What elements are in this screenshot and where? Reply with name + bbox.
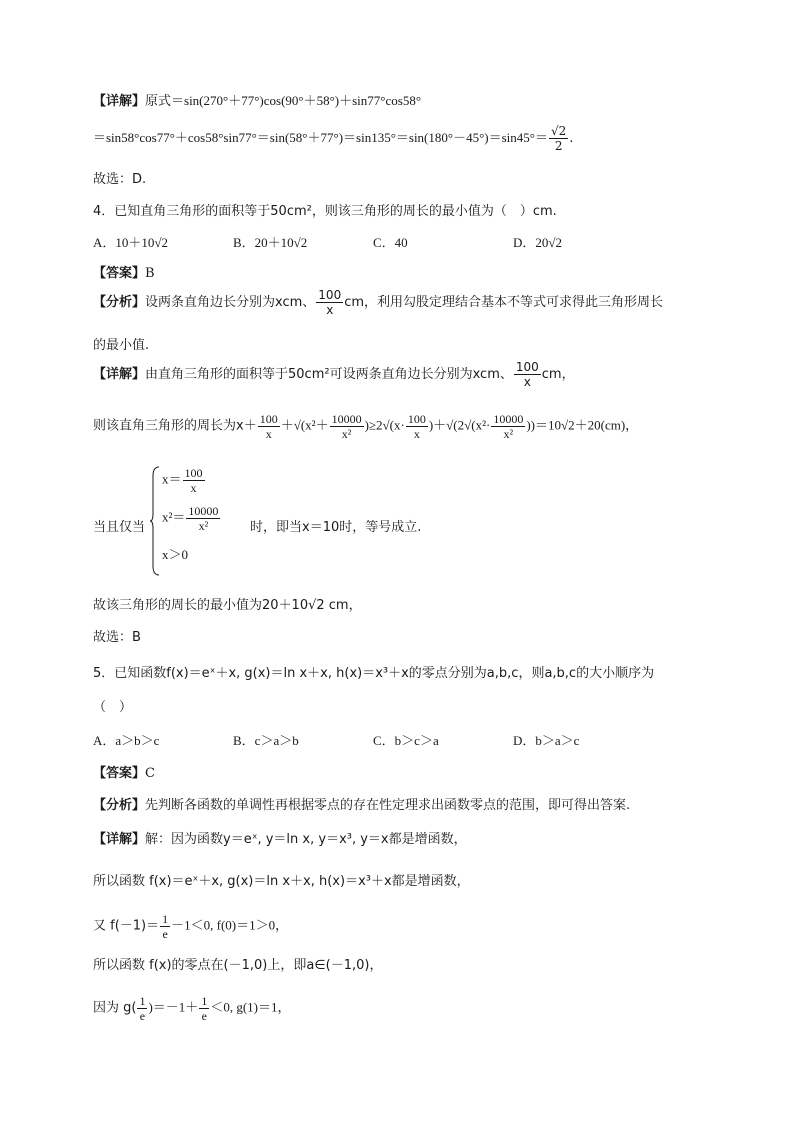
q4-analysis (93, 288, 663, 317)
q4-analysis-frac-num: 100 (318, 288, 342, 302)
q5-answer (93, 762, 155, 781)
q5-answer-tag: 【答案】 (93, 766, 146, 781)
q5-detail5-frac1-den: e (139, 1009, 146, 1023)
q4-system-row1-den: x (190, 481, 197, 495)
q5-detail2: 所以函数 f(x)＝eˣ＋x, g(x)＝ln x＋x, h(x)＝x³＋x都是增函数， (93, 874, 470, 889)
q5-detail-tag: 【详解】 (93, 832, 146, 847)
q4-perimeter-frac3-den: x (413, 427, 420, 441)
q5-option-d: D．b＞a＞c (513, 733, 580, 748)
q5-analysis-tag: 【分析】 (93, 798, 146, 813)
q4-detail-text-a: 由直角三角形的面积等于50cm²可设两条直角边长分别为xcm、 (145, 367, 513, 382)
q4-detail-fraction (514, 360, 541, 389)
q5-detail5 (93, 994, 290, 1023)
q4-analysis-text-b: cm，利用勾股定理结合基本不等式可求得此三角形周长 (344, 295, 664, 310)
q5-detail3-text-b: －1＜0, f(0)＝1＞0， (171, 917, 289, 933)
q4-detail-frac-den: x (523, 375, 531, 389)
q5-detail5-frac1 (137, 994, 147, 1023)
q3-choose: 故选：D. (93, 172, 147, 187)
q5-detail5-frac2 (199, 994, 209, 1023)
q4-perimeter-frac3-num: 100 (407, 412, 426, 426)
q5-detail1-text: 解：因为函数y＝eˣ, y＝ln x, y＝x³, y＝x都是增函数， (145, 832, 467, 847)
q4-perimeter-frac2 (330, 412, 364, 441)
q4-when-prefix: 当且仅当 (93, 520, 146, 535)
q4-analysis-text-a: 设两条直角边长分别为xcm、 (145, 295, 316, 310)
q3-result-denominator: 2 (554, 139, 563, 153)
q4-answer-tag: 【答案】 (93, 266, 146, 281)
q3-detail-tag: 【详解】 (93, 94, 146, 109)
q5-answer-value: C (145, 766, 155, 781)
q3-detail-line2 (93, 124, 573, 153)
q4-perimeter-frac2-num: 10000 (331, 412, 362, 426)
q4-option-c: C．40 (373, 235, 408, 250)
q5-detail5-text-c: ＜0, g(1)＝1， (210, 999, 291, 1015)
q5-detail3-num: 1 (162, 912, 169, 926)
q4-perimeter-frac1 (258, 412, 280, 441)
q4-perimeter-text-d: )＋√(2√(x²· (428, 417, 491, 433)
q4-detail-tag: 【详解】 (93, 367, 146, 382)
q4-perimeter-text-b: ＋√(x²＋ (280, 417, 329, 433)
q5-options (93, 730, 653, 749)
q3-result-fraction (549, 124, 568, 153)
q5-detail3 (93, 912, 288, 941)
q4-system-row1-frac (183, 466, 205, 495)
q4-system-row1 (162, 466, 206, 495)
q4-option-a: A．10＋10√2 (93, 235, 169, 250)
q4-detail-frac-num: 100 (515, 360, 539, 374)
q4-system-row2-den: x² (198, 519, 209, 533)
q5-stem: 5．已知函数f(x)＝eˣ＋x, g(x)＝ln x＋x, h(x)＝x³＋x的零点分别为a,b,c，则a,b,c的大小顺序为 (93, 666, 655, 681)
q4-equation-system (150, 466, 250, 576)
q4-perimeter-frac3 (406, 412, 428, 441)
q4-option-b: B．20＋10√2 (233, 235, 308, 250)
q4-perimeter-frac4 (491, 412, 525, 441)
q5-detail1 (93, 828, 467, 847)
q4-option-d: D．20√2 (513, 235, 563, 250)
q4-conclusion: 故该三角形的周长的最小值为20＋10√2 cm， (93, 598, 362, 613)
q4-system-row2-frac (186, 504, 220, 533)
q4-analysis-cont: 的最小值. (93, 338, 150, 353)
q5-analysis-text: 先判断各函数的单调性再根据零点的存在性定理求出函数零点的范围，即可得出答案. (145, 798, 631, 813)
q5-analysis (93, 794, 630, 813)
q4-detail-text-b: cm， (541, 367, 575, 382)
q4-options (93, 232, 653, 251)
q4-perimeter-text-c: )≥2√(x· (364, 417, 405, 433)
q4-perimeter-frac1-den: x (265, 427, 272, 441)
q4-detail (93, 360, 575, 389)
q5-detail5-text-b: )＝－1＋ (148, 999, 199, 1015)
q3-detail-expr2: ＝sin58°cos77°＋cos58°sin77°＝sin(58°＋77°)＝sin135°＝sin(180°－45°)＝sin45°＝ (93, 130, 548, 145)
q4-system-row2-lhs: x²＝ (162, 509, 186, 525)
q5-option-a: A．a＞b＞c (93, 733, 160, 748)
q5-detail5-frac2-den: e (201, 1009, 207, 1023)
q4-perimeter-frac2-den: x² (341, 427, 352, 441)
q5-detail5-frac1-num: 1 (139, 994, 146, 1008)
q4-perimeter-line (93, 412, 638, 441)
q5-option-c: C．b＞c＞a (373, 733, 439, 748)
q4-answer-value: B (145, 266, 155, 281)
q4-system-row3: x＞0 (162, 547, 189, 562)
q4-perimeter-frac1-num: 100 (259, 412, 278, 426)
q4-analysis-frac-den: x (326, 303, 334, 317)
q5-detail5-frac2-num: 1 (201, 994, 208, 1008)
q5-option-b: B．c＞a＞b (233, 733, 299, 748)
q4-when-suffix: 时，即当x＝10时，等号成立. (250, 520, 422, 535)
q3-detail-expr1: 原式＝sin(270°＋77°)cos(90°＋58°)＋sin77°cos58° (145, 93, 422, 108)
q4-stem: 4．已知直角三角形的面积等于50cm²，则该三角形的周长的最小值为（ ）cm. (93, 204, 557, 219)
q4-analysis-fraction (316, 288, 343, 317)
q4-choose: 故选：B (93, 630, 141, 645)
q4-perimeter-frac4-den: x² (503, 427, 514, 441)
q4-system-row2 (162, 504, 221, 533)
q5-detail3-den: e (162, 927, 168, 941)
q5-detail3-frac (160, 912, 170, 941)
q5-stem-paren: （ ） (93, 700, 133, 715)
q4-perimeter-text-e: ))＝10√2＋20(cm)， (526, 417, 639, 433)
q3-detail-line1 (93, 90, 421, 109)
q5-detail3-text-a: 又 f(－1)＝ (93, 918, 160, 934)
q3-result-numerator: √2 (551, 124, 567, 138)
q4-system-row1-lhs: x＝ (162, 471, 182, 487)
q4-analysis-tag: 【分析】 (93, 295, 146, 310)
q4-system-row1-num: 100 (184, 466, 203, 480)
left-brace-icon (150, 466, 160, 576)
q4-system-row2-num: 10000 (188, 504, 219, 518)
q5-detail5-text-a: 因为 g( (93, 1000, 137, 1016)
q5-detail4: 所以函数 f(x)的零点在(－1,0)上，即a∈(－1,0)， (93, 958, 383, 973)
q4-perimeter-text-a: 则该直角三角形的周长为x＋ (93, 418, 257, 434)
q4-perimeter-frac4-num: 10000 (493, 412, 524, 426)
q3-period: . (569, 131, 574, 146)
q4-answer (93, 262, 155, 281)
